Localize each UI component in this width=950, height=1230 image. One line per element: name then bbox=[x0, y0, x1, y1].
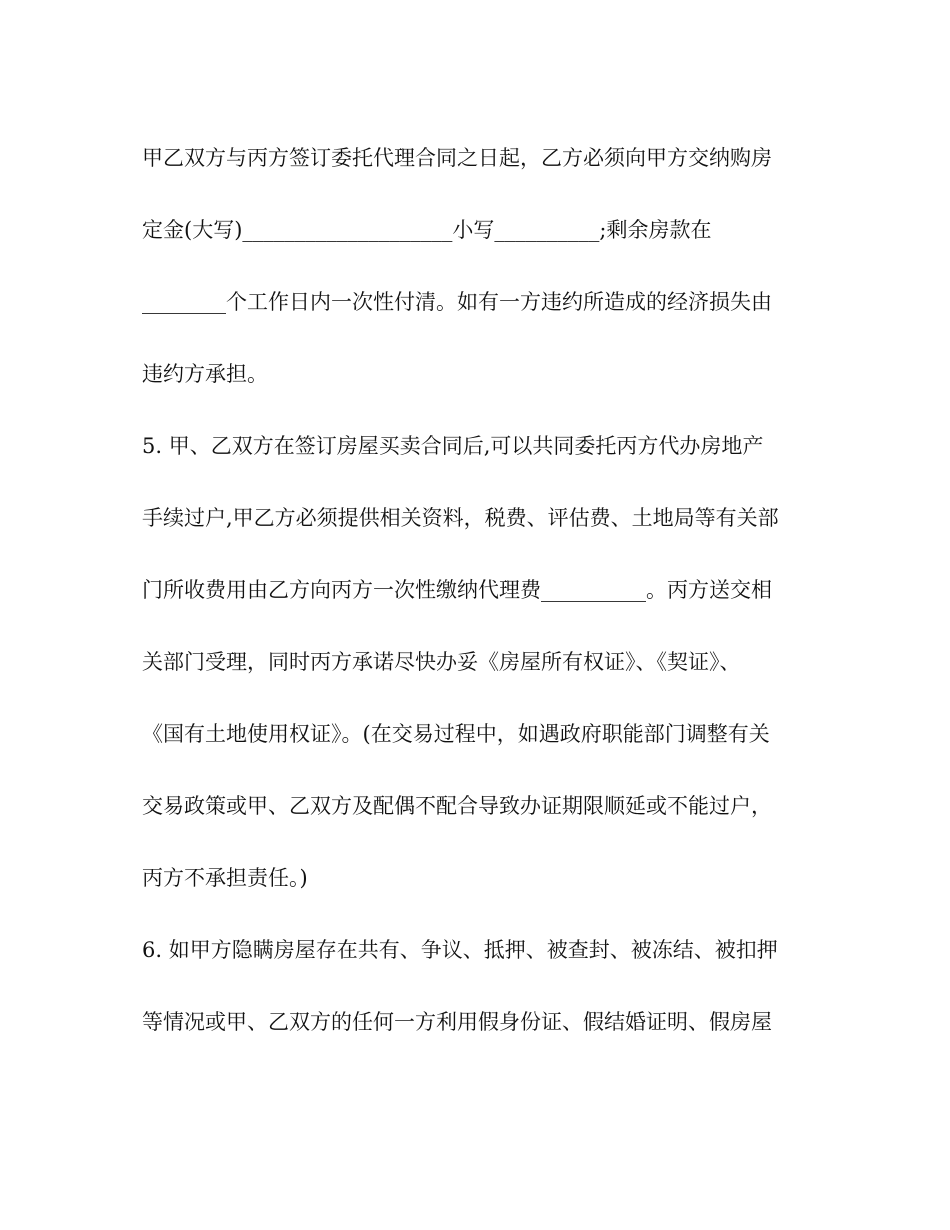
text-line: 6. 如甲方隐瞒房屋存在共有、争议、抵押、被查封、被冻结、被扣押 bbox=[142, 938, 778, 962]
text-line: 定金(大写)____________________小写__________;剩余房款在 bbox=[142, 218, 712, 242]
text-line: 门所收费用由乙方向丙方一次性缴纳代理费__________。丙方送交相 bbox=[142, 578, 772, 602]
text-line: 交易政策或甲、乙双方及配偶不配合导致办证期限顺延或不能过户， bbox=[142, 794, 772, 818]
text-line: 等情况或甲、乙双方的任何一方利用假身份证、假结婚证明、假房屋 bbox=[142, 1010, 772, 1034]
text-line: 甲乙双方与丙方签订委托代理合同之日起，乙方必须向甲方交纳购房 bbox=[142, 146, 772, 170]
text-line: 关部门受理，同时丙方承诺尽快办妥《房屋所有权证》、《契证》、 bbox=[142, 650, 741, 674]
text-line: 5. 甲、乙双方在签订房屋买卖合同后,可以共同委托丙方代办房地产 bbox=[142, 434, 764, 458]
text-line: 《国有土地使用权证》。(在交易过程中，如遇政府职能部门调整有关 bbox=[142, 722, 770, 746]
text-line: 违约方承担。 bbox=[142, 362, 268, 386]
text-line: ________个工作日内一次性付清。如有一方违约所造成的经济损失由 bbox=[142, 290, 772, 314]
text-line: 手续过户,甲乙方必须提供相关资料，税费、评估费、土地局等有关部 bbox=[142, 506, 779, 530]
text-line: 丙方不承担责任。) bbox=[142, 866, 308, 890]
